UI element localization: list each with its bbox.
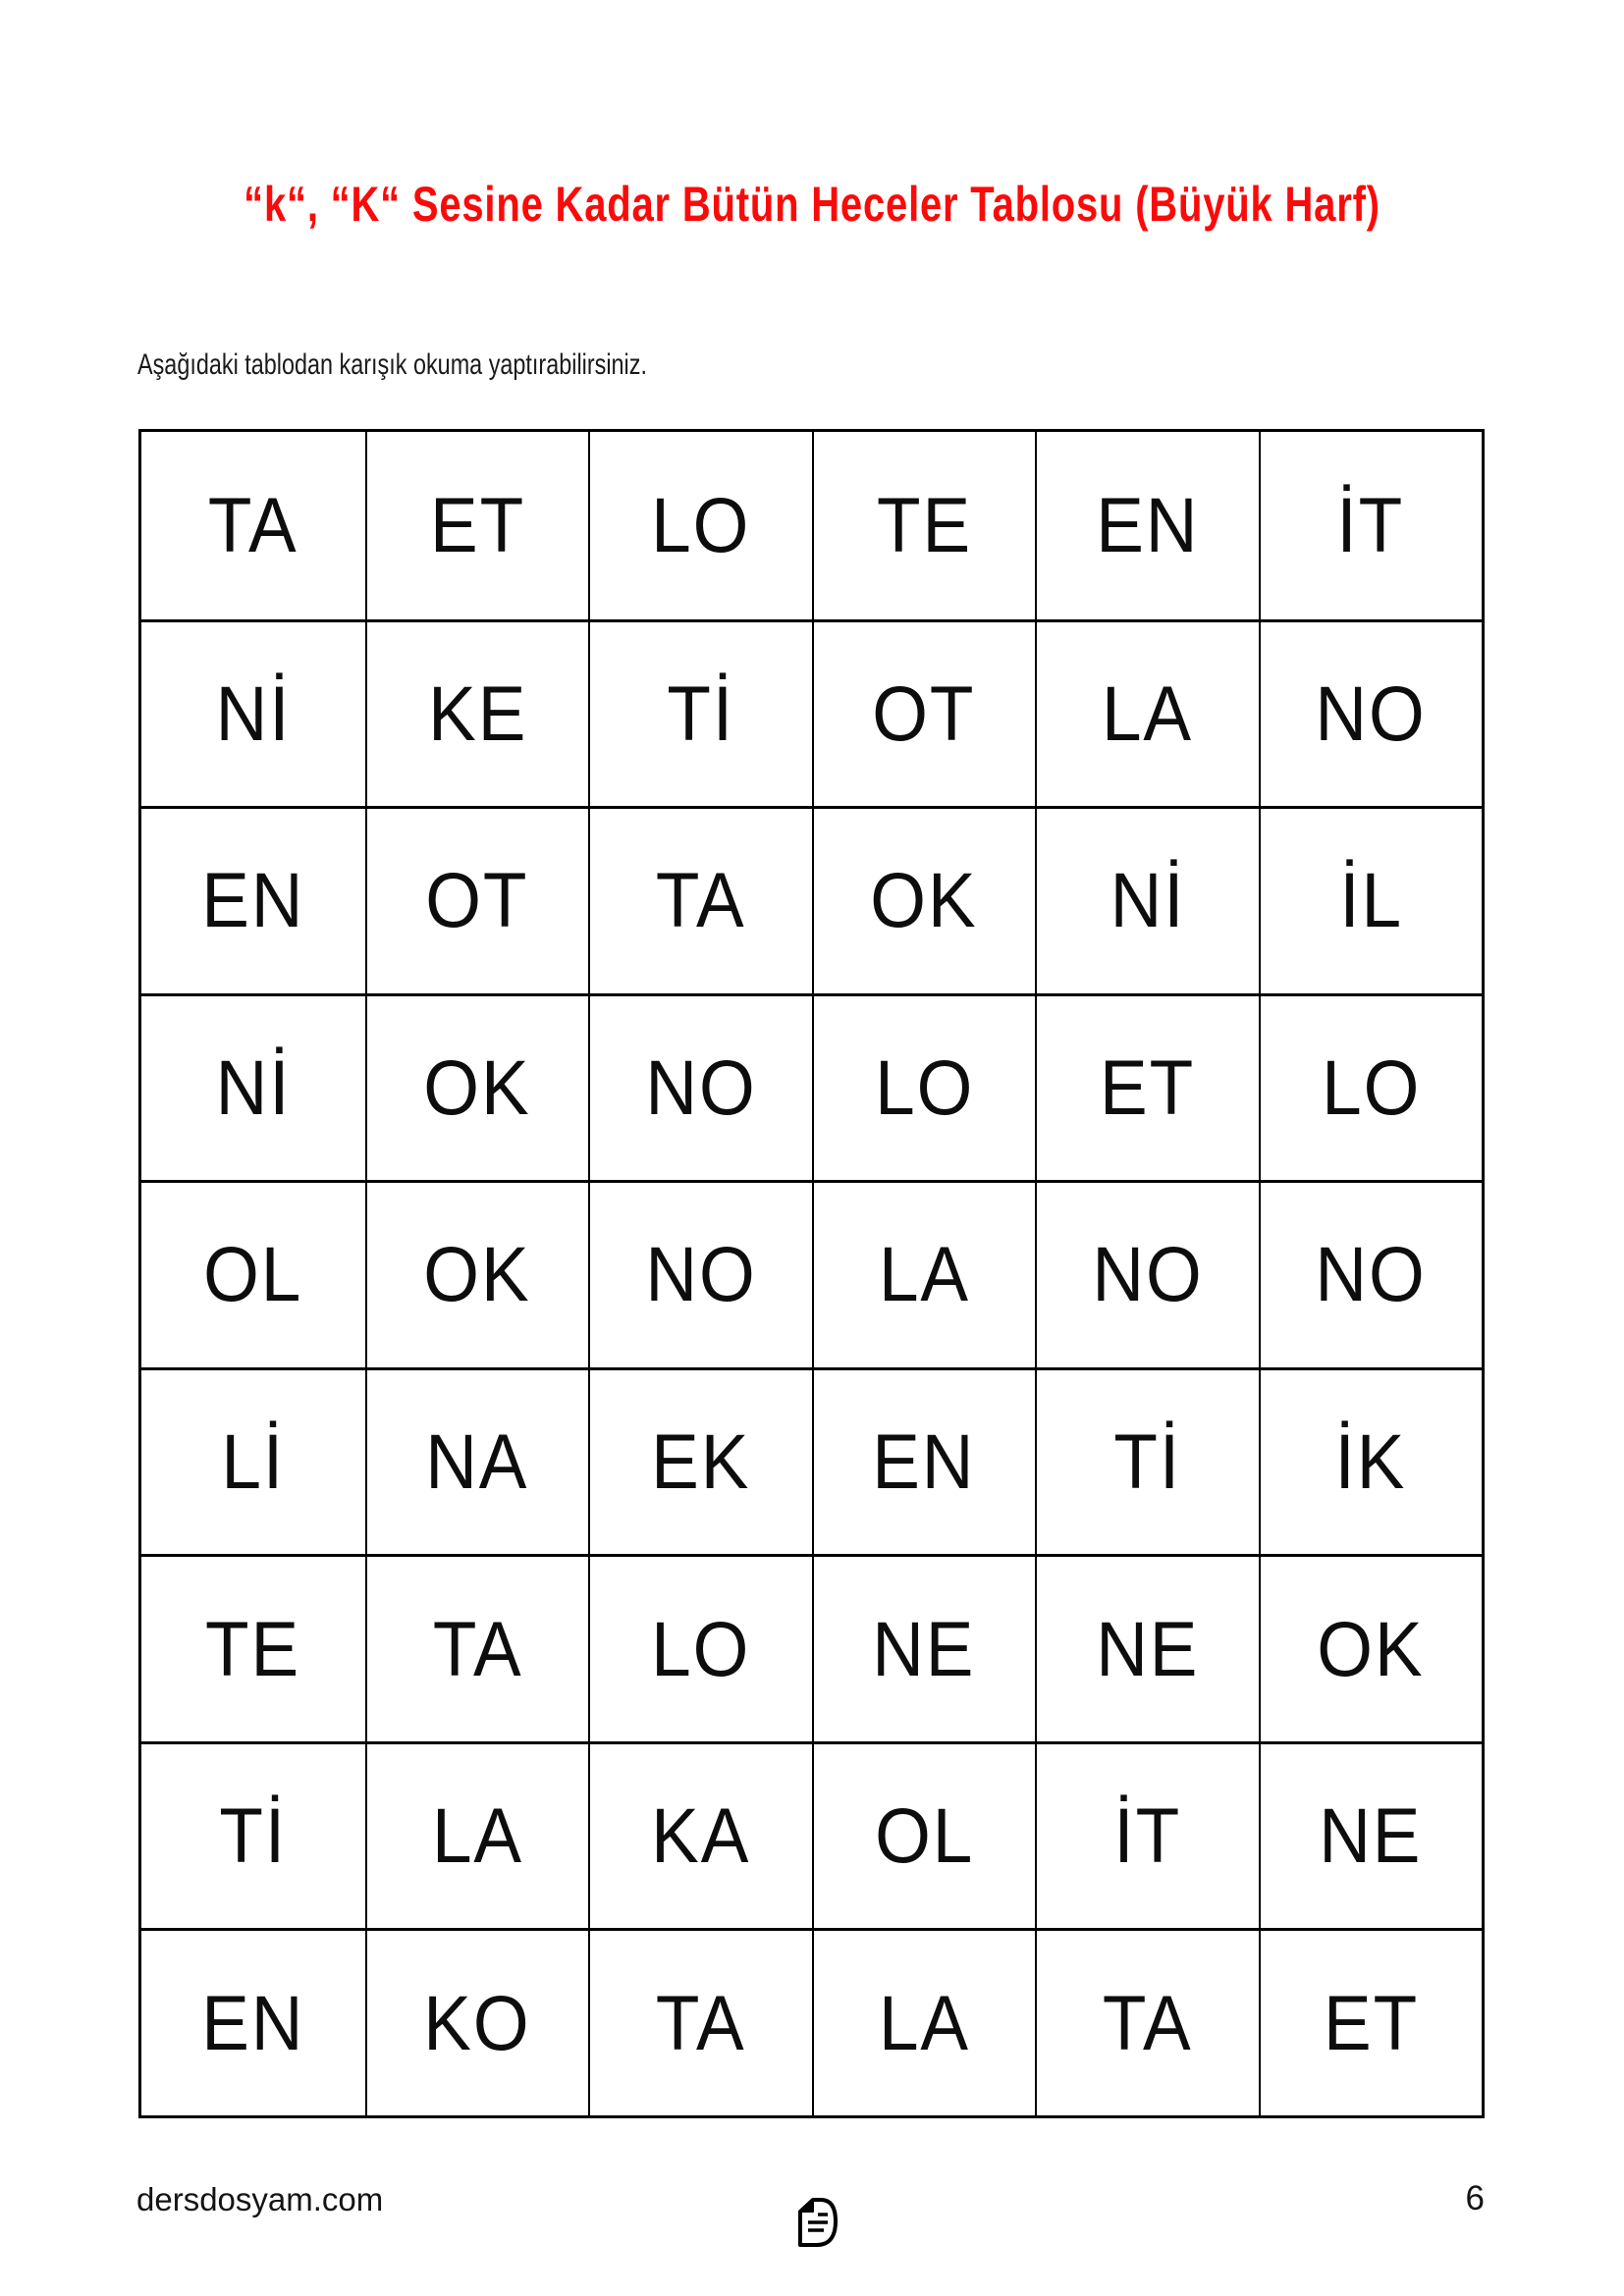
table-cell bbox=[588, 619, 812, 807]
table-cell bbox=[141, 1928, 365, 2115]
syllable-text: NO bbox=[1315, 1231, 1427, 1319]
syllable-text: Lİ bbox=[221, 1418, 286, 1506]
syllable-text: LA bbox=[878, 1980, 970, 2067]
table-cell bbox=[1259, 1554, 1483, 1741]
syllable-text: TA bbox=[207, 482, 298, 569]
table-cell bbox=[1259, 1180, 1483, 1367]
syllable-text: TA bbox=[1102, 1980, 1193, 2067]
syllable-text: NO bbox=[645, 1231, 757, 1319]
page-title: “k“, “K“ Sesine Kadar Bütün Heceler Tablosu (Büyük Harf) bbox=[244, 177, 1380, 232]
syllable-text: Tİ bbox=[219, 1792, 288, 1880]
table-cell bbox=[1035, 1554, 1259, 1741]
table-cell bbox=[1259, 619, 1483, 807]
syllable-text: EN bbox=[872, 1418, 976, 1506]
syllable-text: LA bbox=[878, 1231, 970, 1319]
table-cell bbox=[588, 1928, 812, 2115]
table-cell bbox=[141, 1741, 365, 1929]
table-cell bbox=[1259, 1367, 1483, 1555]
syllable-text: NO bbox=[1315, 670, 1427, 758]
syllable-text: Tİ bbox=[1113, 1418, 1182, 1506]
syllable-text: OL bbox=[874, 1792, 974, 1880]
syllable-text: NE bbox=[872, 1605, 976, 1693]
syllable-text: LA bbox=[1102, 670, 1194, 758]
table-cell bbox=[365, 993, 589, 1181]
table-cell bbox=[812, 1741, 1036, 1929]
syllable-text: LO bbox=[874, 1044, 974, 1132]
table-cell bbox=[365, 1180, 589, 1367]
table-cell bbox=[588, 1180, 812, 1367]
syllable-text: OT bbox=[425, 857, 529, 945]
syllable-text: İK bbox=[1334, 1418, 1407, 1506]
table-cell bbox=[812, 1928, 1036, 2115]
table-cell bbox=[365, 806, 589, 993]
syllable-text: NO bbox=[645, 1044, 757, 1132]
table-cell bbox=[1259, 432, 1483, 619]
syllable-text: EN bbox=[201, 1980, 305, 2067]
table-cell bbox=[1035, 1741, 1259, 1929]
syllable-text: İT bbox=[1336, 482, 1405, 569]
syllable-table bbox=[138, 429, 1485, 2118]
table-cell bbox=[1259, 993, 1483, 1181]
page-number: 6 bbox=[1465, 2179, 1485, 2217]
syllable-text: TA bbox=[655, 857, 746, 945]
table-cell bbox=[1035, 1928, 1259, 2115]
table-cell bbox=[812, 432, 1036, 619]
table-cell bbox=[1259, 806, 1483, 993]
table-cell bbox=[141, 1554, 365, 1741]
syllable-text: LO bbox=[1321, 1044, 1421, 1132]
syllable-text: LA bbox=[431, 1792, 523, 1880]
table-cell bbox=[588, 1367, 812, 1555]
syllable-text: Nİ bbox=[215, 1044, 292, 1132]
table-cell bbox=[812, 1367, 1036, 1555]
syllable-text: OL bbox=[203, 1231, 303, 1319]
instruction-text: Aşağıdaki tablodan karışık okuma yaptırabilirsiniz. bbox=[137, 348, 647, 381]
table-cell bbox=[1035, 993, 1259, 1181]
table-cell bbox=[1035, 432, 1259, 619]
table-cell bbox=[141, 1180, 365, 1367]
syllable-text: TE bbox=[205, 1605, 301, 1693]
table-cell bbox=[588, 1741, 812, 1929]
syllable-text: NE bbox=[1319, 1792, 1423, 1880]
table-cell bbox=[365, 1928, 589, 2115]
syllable-text: EK bbox=[651, 1418, 751, 1506]
table-cell bbox=[1259, 1741, 1483, 1929]
table-cell bbox=[365, 1741, 589, 1929]
table-cell bbox=[1035, 1180, 1259, 1367]
table-cell bbox=[588, 806, 812, 993]
syllable-text: NA bbox=[425, 1418, 529, 1506]
syllable-text: LO bbox=[651, 482, 751, 569]
table-cell bbox=[812, 1554, 1036, 1741]
syllable-text: OT bbox=[872, 670, 976, 758]
syllable-text: TA bbox=[432, 1605, 523, 1693]
table-cell bbox=[141, 993, 365, 1181]
table-cell bbox=[588, 1554, 812, 1741]
table-cell bbox=[588, 432, 812, 619]
syllable-text: Nİ bbox=[1110, 857, 1186, 945]
table-cell bbox=[365, 619, 589, 807]
syllable-text: OK bbox=[870, 857, 978, 945]
table-cell bbox=[141, 1367, 365, 1555]
syllable-text: TA bbox=[655, 1980, 746, 2067]
table-cell bbox=[588, 993, 812, 1181]
table-cell bbox=[141, 432, 365, 619]
syllable-text: KE bbox=[427, 670, 527, 758]
table-cell bbox=[812, 619, 1036, 807]
table-cell bbox=[812, 1180, 1036, 1367]
table-cell bbox=[1259, 1928, 1483, 2115]
syllable-text: LO bbox=[651, 1605, 751, 1693]
table-cell bbox=[1035, 806, 1259, 993]
syllable-text: EN bbox=[201, 857, 305, 945]
table-cell bbox=[812, 806, 1036, 993]
syllable-text: KO bbox=[423, 1980, 531, 2067]
document-logo-icon bbox=[788, 2196, 838, 2249]
syllable-text: ET bbox=[1323, 1980, 1419, 2067]
table-cell bbox=[365, 1367, 589, 1555]
syllable-text: OK bbox=[1317, 1605, 1425, 1693]
table-cell bbox=[1035, 1367, 1259, 1555]
syllable-text: İT bbox=[1113, 1792, 1182, 1880]
syllable-text: NE bbox=[1096, 1605, 1200, 1693]
syllable-text: TE bbox=[876, 482, 972, 569]
syllable-text: Tİ bbox=[667, 670, 735, 758]
table-cell bbox=[141, 806, 365, 993]
syllable-text: ET bbox=[429, 482, 525, 569]
syllable-text: KA bbox=[651, 1792, 751, 1880]
table-cell bbox=[365, 1554, 589, 1741]
syllable-text: Nİ bbox=[215, 670, 292, 758]
table-cell bbox=[365, 432, 589, 619]
table-cell bbox=[141, 619, 365, 807]
syllable-text: İL bbox=[1338, 857, 1403, 945]
syllable-text: OK bbox=[423, 1231, 531, 1319]
syllable-text: NO bbox=[1092, 1231, 1204, 1319]
syllable-text: ET bbox=[1100, 1044, 1196, 1132]
syllable-text: EN bbox=[1096, 482, 1200, 569]
table-cell bbox=[1035, 619, 1259, 807]
footer-site-text: dersdosyam.com bbox=[136, 2181, 384, 2217]
table-cell bbox=[812, 993, 1036, 1181]
syllable-text: OK bbox=[423, 1044, 531, 1132]
